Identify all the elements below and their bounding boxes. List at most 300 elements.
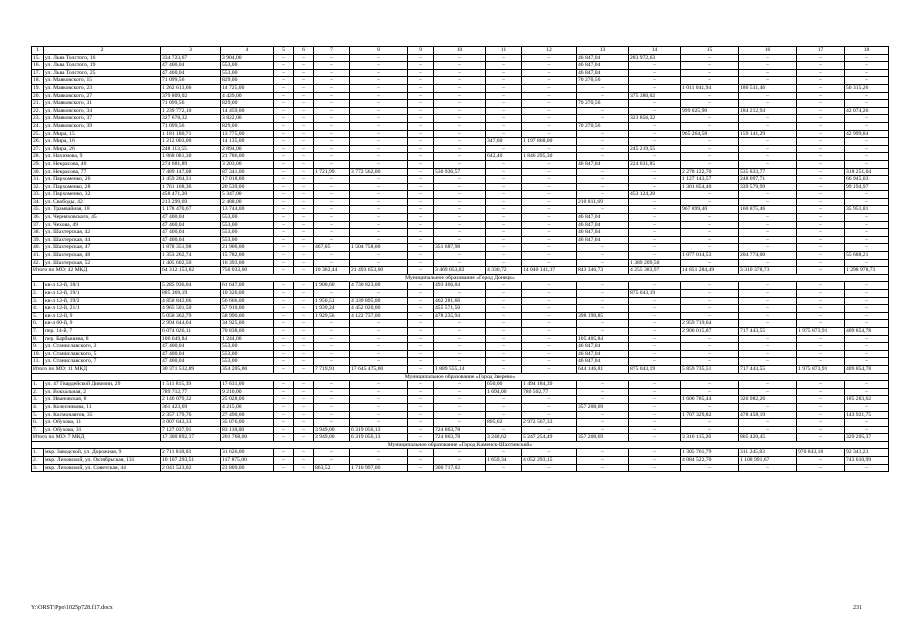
value-cell: – <box>294 92 314 100</box>
value-cell: 46 847,04 <box>577 62 629 70</box>
value-cell: – <box>739 229 797 237</box>
value-cell: – <box>681 191 739 199</box>
value-cell: 553,00 <box>221 221 274 229</box>
value-cell: 2 278 122,70 <box>681 168 739 176</box>
value-cell: – <box>522 426 577 434</box>
value-cell: – <box>739 388 797 396</box>
value-cell: 70 270,56 <box>577 122 629 130</box>
address-cell: ул. Шахтерская, 44 <box>44 236 161 244</box>
value-cell: – <box>486 206 522 214</box>
value-cell: – <box>434 449 486 457</box>
value-cell: – <box>486 244 522 252</box>
value-cell: – <box>294 335 314 343</box>
total-value: 3 248,62 <box>486 434 522 442</box>
value-cell: – <box>408 244 434 252</box>
total-value: – <box>522 365 577 373</box>
value-cell: – <box>274 297 294 305</box>
value-cell: – <box>577 381 629 389</box>
value-cell: – <box>522 358 577 366</box>
value-cell: – <box>274 176 294 184</box>
row-number: 6. <box>32 419 44 427</box>
value-cell: – <box>577 305 629 313</box>
total-value: – <box>408 267 434 275</box>
table-row <box>32 236 889 244</box>
row-number: 8. <box>32 335 44 343</box>
column-number: 7 <box>314 47 350 55</box>
total-value: 1 889 555,14 <box>434 365 486 373</box>
value-cell: – <box>797 100 845 108</box>
value-cell: – <box>797 122 845 130</box>
value-cell: – <box>314 100 350 108</box>
value-cell: – <box>486 191 522 199</box>
value-cell: 375 380,02 <box>629 92 681 100</box>
value-cell: 71 099,56 <box>161 77 221 85</box>
value-cell: – <box>797 426 845 434</box>
table-row <box>32 259 889 267</box>
value-cell: – <box>845 259 889 267</box>
value-cell: – <box>350 77 408 85</box>
value-cell: – <box>629 198 681 206</box>
value-cell: – <box>274 305 294 313</box>
value-cell: 2 894,00 <box>221 145 274 153</box>
value-cell: – <box>434 160 486 168</box>
value-cell: – <box>350 457 408 465</box>
row-number: 2. <box>32 457 44 465</box>
value-cell: – <box>739 320 797 328</box>
table-row <box>32 244 889 252</box>
value-cell: – <box>577 252 629 260</box>
value-cell: – <box>350 54 408 62</box>
value-cell: 16 393,00 <box>221 259 274 267</box>
table-row <box>32 115 889 123</box>
value-cell: – <box>294 381 314 389</box>
value-cell: 27 490,00 <box>221 411 274 419</box>
value-cell: – <box>274 350 294 358</box>
value-cell: 1 721,99 <box>314 168 350 176</box>
value-cell: – <box>797 290 845 298</box>
value-cell: – <box>408 92 434 100</box>
value-cell: – <box>845 160 889 168</box>
value-cell: 1 301 854,40 <box>681 183 739 191</box>
value-cell: – <box>486 358 522 366</box>
section-header-row <box>32 373 889 381</box>
value-cell: – <box>577 327 629 335</box>
value-cell: – <box>739 350 797 358</box>
value-cell: 1 494 184,39 <box>522 381 577 389</box>
value-cell: – <box>797 236 845 244</box>
value-cell: – <box>797 350 845 358</box>
value-cell: – <box>577 130 629 138</box>
total-value: 6 319 056,13 <box>350 434 408 442</box>
value-cell: – <box>408 176 434 184</box>
value-cell: – <box>274 327 294 335</box>
value-cell: 1 262 613,66 <box>161 84 221 92</box>
total-value: – <box>486 365 522 373</box>
value-cell: – <box>486 327 522 335</box>
value-cell: – <box>681 100 739 108</box>
value-cell: 1 197 868,00 <box>522 138 577 146</box>
value-cell: – <box>408 403 434 411</box>
value-cell: – <box>350 403 408 411</box>
value-cell: 967 899,40 <box>681 206 739 214</box>
value-cell: – <box>629 153 681 161</box>
row-number: 2. <box>32 388 44 396</box>
value-cell: – <box>434 138 486 146</box>
value-cell: – <box>408 396 434 404</box>
value-cell: – <box>274 69 294 77</box>
table-row <box>32 388 889 396</box>
value-cell: – <box>350 320 408 328</box>
value-cell: – <box>681 214 739 222</box>
value-cell: – <box>797 252 845 260</box>
address-cell: ул. Космонавтов, 35 <box>44 411 161 419</box>
value-cell: – <box>408 206 434 214</box>
value-cell: – <box>294 457 314 465</box>
value-cell: – <box>314 449 350 457</box>
value-cell: 117 875,00 <box>221 457 274 465</box>
address-cell: ул. Маяковского, 15 <box>44 77 161 85</box>
address-cell: ул. Шахтерская, 42 <box>44 229 161 237</box>
value-cell: – <box>486 221 522 229</box>
value-cell: – <box>797 92 845 100</box>
total-label: Итого по МО: 42 МКД <box>32 267 161 275</box>
value-cell: 15 782,00 <box>221 252 274 260</box>
column-number: 16 <box>739 47 797 55</box>
address-cell: ул. Пархоменко, 28 <box>44 183 161 191</box>
value-cell: 6 319 056,13 <box>350 426 408 434</box>
total-value: – <box>294 267 314 275</box>
value-cell: – <box>739 198 797 206</box>
value-cell: – <box>274 236 294 244</box>
value-cell: – <box>274 115 294 123</box>
address-cell: ул. Колесникова, 11 <box>44 403 161 411</box>
value-cell: 71 099,56 <box>161 122 221 130</box>
value-cell: 4 122 737,00 <box>350 312 408 320</box>
value-cell: – <box>294 198 314 206</box>
total-value: 1 298 978,71 <box>845 267 889 275</box>
column-number: 2 <box>44 47 161 55</box>
value-cell: – <box>797 54 845 62</box>
value-cell: – <box>408 343 434 351</box>
row-number: 10. <box>32 350 44 358</box>
value-cell: 1 900,60 <box>314 282 350 290</box>
address-cell: ул. Нахимова, 9 <box>44 153 161 161</box>
value-cell: – <box>739 312 797 320</box>
value-cell: – <box>314 236 350 244</box>
value-cell: – <box>434 290 486 298</box>
value-cell: 1 212 003,00 <box>161 138 221 146</box>
value-cell: 5 058 362,79 <box>161 312 221 320</box>
value-cell: – <box>522 403 577 411</box>
value-cell: – <box>274 77 294 85</box>
value-cell: – <box>629 252 681 260</box>
value-cell: – <box>408 153 434 161</box>
value-cell: 204 774,00 <box>739 252 797 260</box>
value-cell: 17 631,00 <box>221 381 274 389</box>
total-value: 4 255 383,97 <box>629 267 681 275</box>
address-cell: ул. Шахтерская, 48 <box>44 252 161 260</box>
table-row <box>32 145 889 153</box>
value-cell: 6 074 026,11 <box>161 327 221 335</box>
value-cell: – <box>797 358 845 366</box>
value-cell: 467,85 <box>314 244 350 252</box>
table-row <box>32 69 889 77</box>
value-cell: – <box>629 168 681 176</box>
value-cell: – <box>681 62 739 70</box>
value-cell: – <box>274 252 294 260</box>
total-value: 409 854,78 <box>845 365 889 373</box>
row-number: 34. <box>32 198 44 206</box>
value-cell: – <box>845 100 889 108</box>
value-cell: – <box>314 343 350 351</box>
value-cell: 5 285 936,04 <box>161 282 221 290</box>
value-cell: – <box>434 327 486 335</box>
value-cell: – <box>486 229 522 237</box>
value-cell: – <box>522 221 577 229</box>
table-row <box>32 282 889 290</box>
value-cell: – <box>577 419 629 427</box>
total-row <box>32 434 889 442</box>
value-cell: – <box>577 282 629 290</box>
value-cell: 13 775,00 <box>221 130 274 138</box>
value-cell: – <box>274 312 294 320</box>
value-cell: – <box>274 457 294 465</box>
value-cell: – <box>314 153 350 161</box>
value-cell: – <box>739 221 797 229</box>
value-cell: – <box>845 290 889 298</box>
value-cell: – <box>274 145 294 153</box>
value-cell: – <box>434 388 486 396</box>
total-label: Итого по МО: 11 МКД <box>32 365 161 373</box>
value-cell: 21 906,00 <box>221 244 274 252</box>
value-cell: – <box>294 396 314 404</box>
value-cell: 2 711 818,03 <box>161 449 221 457</box>
value-cell: 46 847,04 <box>577 343 629 351</box>
value-cell: – <box>350 138 408 146</box>
value-cell: – <box>681 77 739 85</box>
table-row <box>32 343 889 351</box>
value-cell: – <box>434 343 486 351</box>
value-cell: 347,60 <box>486 138 522 146</box>
value-cell: – <box>274 403 294 411</box>
value-cell: – <box>845 92 889 100</box>
value-cell: – <box>577 244 629 252</box>
row-number: 1. <box>32 449 44 457</box>
table-row <box>32 62 889 70</box>
table-row <box>32 464 889 472</box>
value-cell: – <box>522 145 577 153</box>
value-cell: 553,00 <box>221 229 274 237</box>
total-value: 7 719,91 <box>314 365 350 373</box>
value-cell: – <box>522 122 577 130</box>
value-cell: 159 141,29 <box>739 130 797 138</box>
value-cell: – <box>681 335 739 343</box>
value-cell: – <box>797 168 845 176</box>
value-cell: 2 900 015,87 <box>681 327 739 335</box>
value-cell: – <box>314 411 350 419</box>
column-number: 5 <box>274 47 294 55</box>
value-cell: 42 999,84 <box>845 130 889 138</box>
value-cell: – <box>486 320 522 328</box>
total-value: – <box>797 434 845 442</box>
value-cell: – <box>797 282 845 290</box>
value-cell: – <box>274 411 294 419</box>
value-cell: – <box>294 312 314 320</box>
table-row <box>32 183 889 191</box>
total-value: 21 493 653,00 <box>350 267 408 275</box>
value-cell: 1 011 041,94 <box>681 84 739 92</box>
value-cell: 35 951,81 <box>845 206 889 214</box>
value-cell: – <box>739 282 797 290</box>
value-cell: – <box>294 320 314 328</box>
value-cell: – <box>845 122 889 130</box>
total-value: – <box>629 434 681 442</box>
value-cell: – <box>274 138 294 146</box>
value-cell: – <box>797 457 845 465</box>
value-cell: – <box>577 388 629 396</box>
total-value: 30 371 532,89 <box>161 365 221 373</box>
value-cell: – <box>522 259 577 267</box>
value-cell: – <box>577 107 629 115</box>
row-number: 1. <box>32 282 44 290</box>
value-cell: – <box>434 183 486 191</box>
value-cell: 780 502,77 <box>522 388 577 396</box>
value-cell: – <box>681 426 739 434</box>
value-cell: 351 687,98 <box>434 244 486 252</box>
value-cell: – <box>274 191 294 199</box>
value-cell: – <box>845 282 889 290</box>
value-cell: 56 666,00 <box>221 297 274 305</box>
column-number: 14 <box>629 47 681 55</box>
value-cell: 4 429,00 <box>221 92 274 100</box>
address-cell: ул. Станиславского, 7 <box>44 358 161 366</box>
address-cell: кв-л 60-й, 9 <box>44 320 161 328</box>
value-cell: – <box>294 145 314 153</box>
value-cell: – <box>314 107 350 115</box>
value-cell: 5 347,00 <box>221 191 274 199</box>
value-cell: – <box>434 221 486 229</box>
value-cell: – <box>845 191 889 199</box>
value-cell: 4 452 020,00 <box>350 305 408 313</box>
value-cell: – <box>314 160 350 168</box>
value-cell: – <box>350 419 408 427</box>
value-cell: – <box>522 115 577 123</box>
value-cell: – <box>274 335 294 343</box>
value-cell: – <box>408 419 434 427</box>
address-cell: кв-л 12-й, 19/2 <box>44 297 161 305</box>
value-cell: – <box>797 107 845 115</box>
value-cell: – <box>522 449 577 457</box>
value-cell: – <box>294 297 314 305</box>
value-cell: – <box>314 327 350 335</box>
row-number: 42. <box>32 259 44 267</box>
value-cell: – <box>350 206 408 214</box>
value-cell: – <box>629 62 681 70</box>
value-cell: – <box>434 229 486 237</box>
value-cell: – <box>797 305 845 313</box>
value-cell: – <box>408 138 434 146</box>
value-cell: 553,00 <box>221 236 274 244</box>
value-cell: – <box>522 77 577 85</box>
value-cell: – <box>274 381 294 389</box>
row-number: 7. <box>32 426 44 434</box>
value-cell: – <box>350 176 408 184</box>
value-cell: – <box>434 252 486 260</box>
table-row <box>32 160 889 168</box>
row-number: 27. <box>32 145 44 153</box>
value-cell: – <box>797 206 845 214</box>
value-cell: 2 041 523,02 <box>161 464 221 472</box>
value-cell: – <box>350 350 408 358</box>
value-cell: – <box>434 153 486 161</box>
value-cell: – <box>739 297 797 305</box>
value-cell: – <box>629 176 681 184</box>
value-cell: 339 579,99 <box>739 183 797 191</box>
value-cell: – <box>408 100 434 108</box>
value-cell: – <box>681 358 739 366</box>
value-cell: – <box>350 259 408 267</box>
value-cell: 743 610,99 <box>845 457 889 465</box>
value-cell: – <box>486 122 522 130</box>
value-cell: 46 847,04 <box>577 54 629 62</box>
value-cell: 1 707 329,82 <box>681 411 739 419</box>
value-cell: – <box>314 229 350 237</box>
value-cell: 3 822,00 <box>221 115 274 123</box>
table-row <box>32 426 889 434</box>
table-row <box>32 92 889 100</box>
value-cell: – <box>294 350 314 358</box>
value-cell: – <box>408 160 434 168</box>
address-cell: ул. Обухова, 31 <box>44 426 161 434</box>
value-cell: – <box>522 327 577 335</box>
value-cell: 35 076,00 <box>221 419 274 427</box>
value-cell: – <box>314 145 350 153</box>
value-cell: – <box>797 259 845 267</box>
row-number: 19. <box>32 84 44 92</box>
value-cell: 829,00 <box>221 77 274 85</box>
value-cell: 1 929,56 <box>314 312 350 320</box>
row-number: 22. <box>32 107 44 115</box>
value-cell: 1 694,00 <box>486 388 522 396</box>
value-cell: 92 341,23 <box>845 449 889 457</box>
value-cell: – <box>350 411 408 419</box>
table-row <box>32 290 889 298</box>
value-cell: 1 459 204,31 <box>161 176 221 184</box>
value-cell: – <box>739 426 797 434</box>
value-cell: – <box>629 297 681 305</box>
value-cell: – <box>408 130 434 138</box>
table-row <box>32 229 889 237</box>
value-cell: – <box>434 107 486 115</box>
value-cell: – <box>845 312 889 320</box>
value-cell: – <box>486 145 522 153</box>
value-cell: – <box>434 191 486 199</box>
row-number: 32. <box>32 183 44 191</box>
value-cell: 334 723,67 <box>161 54 221 62</box>
value-cell: 965 264,58 <box>681 130 739 138</box>
value-cell: – <box>294 62 314 70</box>
value-cell: – <box>577 396 629 404</box>
total-value: 750 033,00 <box>221 267 274 275</box>
value-cell: – <box>845 138 889 146</box>
value-cell: 83 118,00 <box>221 426 274 434</box>
address-cell: пер. Барбышева, 8 <box>44 335 161 343</box>
value-cell: – <box>314 252 350 260</box>
value-cell: – <box>408 221 434 229</box>
total-value: – <box>797 267 845 275</box>
value-cell: – <box>681 69 739 77</box>
value-cell: 326 982,26 <box>739 396 797 404</box>
